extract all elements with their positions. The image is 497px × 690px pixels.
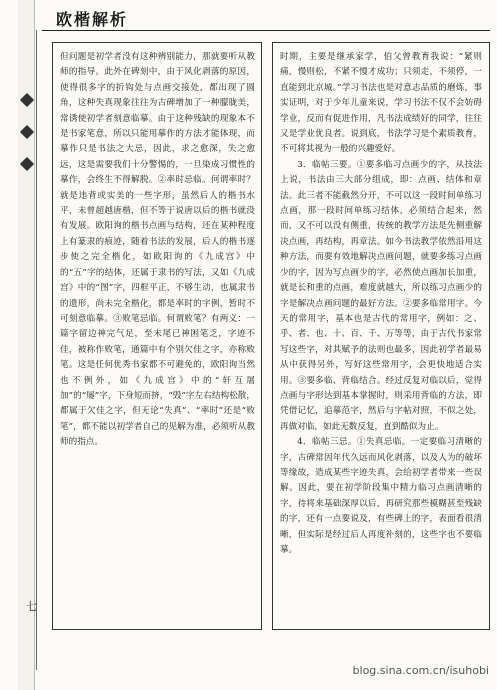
body-paragraph: 3．临帖三要。①要多临习点画少的字，从技法上说，书法由三大部分组成，即：点画、结体和章法。此三者不能截然分开，不可以这一段时间单练习点画，那一段时间单练习结体，必须结合起来，然而，又不可以没有侧重，传统的教学方法是先侧重解决点画，再结构，再章法。如今书法教学依然沿用这种方法，而要有效地解决点画问题，就要多练习点画少的字，因为写点画少的字，必然使点画加长加重，就是长和重的点画，难度就越大，所以练习点画少的字是解决点画问题的最好方法。②要多临常用字。今天的常用字，基本也是古代的常用字，例如：之、乎、者、也、十、百、千、万等等，由于古代书家常写这些字，对其赋予的法则也最多，因此初学者最易从中获得另外，写好这些常用字，会更快地适合实用。③要多临、背临结合。经过反复对临以后，觉得点画与字形达到基本掌握时，则采用背临的方法，即凭借记忆，追摹范字，然后与字帖对照，不似之处，再做对临，如此无数反复，直到酷似为止。 — [280, 159, 482, 432]
margin-rule — [36, 30, 37, 670]
right-text-column — [280, 50, 482, 622]
page-number: 七 — [26, 600, 37, 613]
left-text-column — [60, 50, 255, 622]
body-paragraph: 但问题是初学者没有这种辨别能力，那就要听从教师的指导。此外在碑刻中，由于风化剥落的原因，使得很多字的折钩处与点画交接处，都出现了圆角，这种失真现象往往为古碑增加了一种朦胧美，常诱使初学者刻意临摹。由于这种残缺的现象本不是书家笔意，所以只能用摹作的方法才能体现，而摹作只是书法之大忌，因此，求之愈深，失之愈远，这是需要我们十分警惕的，一旦染成习惯性的摹作，会终生不得解脱。②率时忌临。何谓率时？就是违背或实美的一些字形，虽然后人的楷书水平，未曾超越唐楷，但不等于说唐以后的楷书就没有发展。欧阳询的楷书点画与结构，还在某种程度上有篆隶的痕迹，随着书法的发展，后人的楷书逐步使之完全楷化，如欧阳询的《九成宫》中的“五”字的结体，还属于隶书的写法，又如《九成宫》中的“图”字，四框平正，不够生动，也属隶书的遗形，尚未完全楷化，都是率时的字例，暂时不可刻意临摹。③败笔忌临。何谓败笔？有两义：一篇字留边神完气足，至末尾已神困笔乏，字迹不佳，被称作败笔，通篇中有个别欠佳之字，亦称败笔。这是任何优秀书家都不可避免的，欧阳询当然也不例外，如《九成宫》中的“轩互屠加”的“屡”字，下身短而挤，“毁”字左右结构松散，都属于欠佳之字，但无论“失真”、“率时”还是“败笔”，都不能以初学者自己的见解为准，必须听从教师的指点。 — [60, 52, 255, 448]
header-rule — [42, 30, 490, 31]
source-watermark: blog.sina.com.cn/isuhobi — [352, 664, 489, 677]
body-paragraph: 4．临帖三忌。①失真忌临。一定要临习清晰的字，古碑常因年代久远而风化剥落，以及人为的破坏等缘故，造成某些字迹失真，会给初学者带来一些误解。因此，要在初学阶段集中精力临习点画清晰的字，待将来基础深厚以后，再研究那些模糊甚至残缺的字，还有一点要说及，有些碑上的字，表面看很清晰，但实际是经过后人再度补刻的，这些字也不要临摹。 — [280, 437, 482, 555]
running-header-title: 欧楷解析 — [56, 10, 129, 29]
body-paragraph: 时期，主要是继承家学，伯父曾教育我说：“紧则痛，慢则松，不紧不慢才成功；只须走，不须停，一直能到北京城。”学习书法也是对意志品质的磨炼，事实证明，对于少年儿童来说，学习书法不仅不会妨碍学业，反而有促进作用，凡书法成绩好的同学，往往又是学业优良者。说到底，书法学习是个素质教育，不可将其视为一般的兴趣爱好。 — [280, 52, 482, 155]
